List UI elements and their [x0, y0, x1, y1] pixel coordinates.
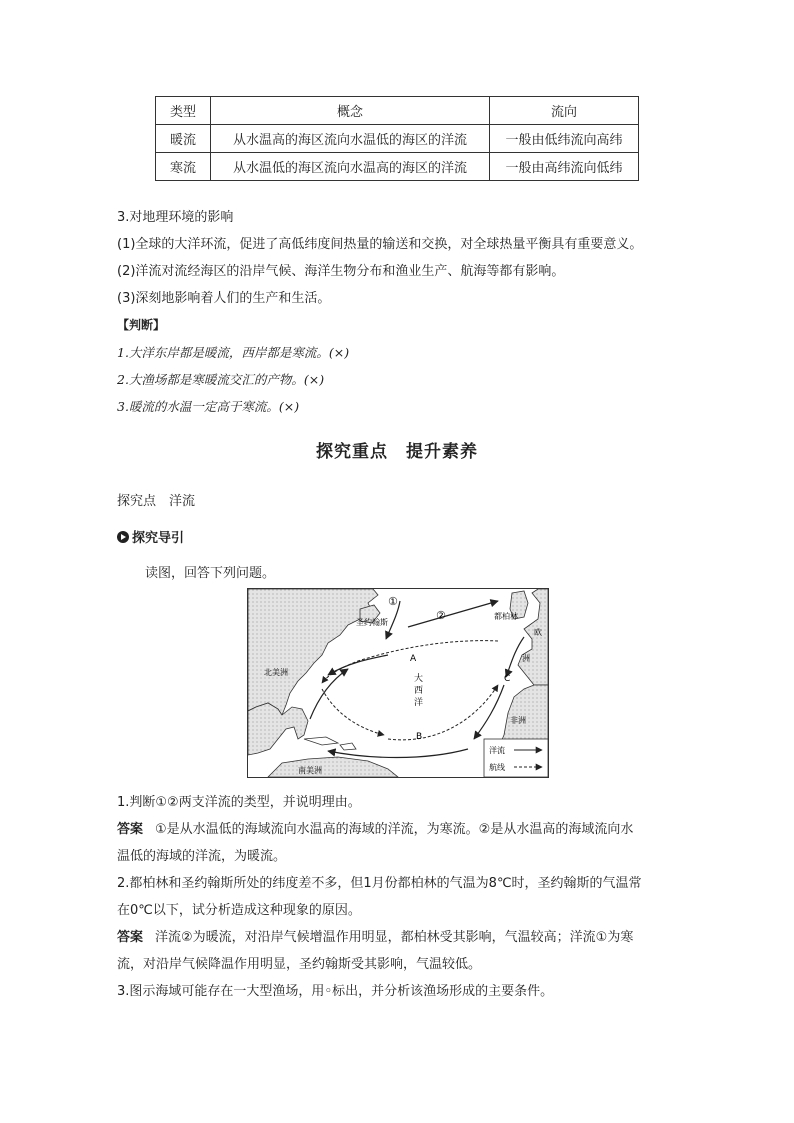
answer-2-line-2: 流，对沿岸气候降温作用明显，圣约翰斯受其影响，气温较低。 — [117, 957, 482, 972]
question-2-line-1: 2.都柏林和圣约翰斯所处的纬度差不多，但1月份都柏林的气温为8℃时，圣约翰斯的气温常 — [117, 876, 642, 891]
map-legend — [484, 739, 548, 777]
current-type-table — [155, 96, 639, 181]
guide-heading — [117, 527, 184, 546]
label-current-2: ② — [436, 609, 446, 622]
legend-current-label: 洋流 — [489, 746, 505, 755]
answer-text: ①是从水温低的海域流向水温高的海域的洋流，为寒流。②是从水温高的海域流向水 — [155, 822, 634, 837]
question-1: 1.判断①②两支洋流的类型，并说明理由。 — [117, 795, 361, 810]
label-atlantic-3: 洋 — [414, 698, 424, 708]
current-north-atlantic — [328, 655, 388, 675]
answer-1-line-2: 温低的海域的洋流，为暖流。 — [117, 849, 287, 864]
table-header-row — [156, 97, 639, 125]
table-cell: 一般由高纬流向低纬 — [490, 153, 639, 181]
label-europe-2: 洲 — [522, 654, 530, 663]
answer-2-line-1 — [117, 926, 633, 945]
influence-item: (2)洋流对流经海区的沿岸气候、海洋生物分布和渔业生产、航海等都有影响。 — [117, 264, 565, 279]
guide-title: 探究导引 — [132, 531, 185, 546]
answer-text: 洋流②为暖流，对沿岸气候增温作用明显，都柏林受其影响，气温较高；洋流①为寒 — [155, 930, 634, 945]
play-circle-icon — [117, 531, 129, 543]
influence-item: (1)全球的大洋环流，促进了高低纬度间热量的输送和交换，对全球热量平衡具有重要意义。 — [117, 237, 643, 252]
label-current-1: ① — [388, 595, 398, 608]
question-3: 3.图示海域可能存在一大型渔场，用◦标出，并分析该渔场形成的主要条件。 — [117, 984, 554, 999]
table-header-cell: 概念 — [211, 97, 490, 125]
north-america-land — [248, 589, 378, 715]
table-header-cell: 流向 — [490, 97, 639, 125]
answer-label: 答案 — [117, 822, 144, 837]
table-cell: 从水温低的海区流向水温高的海区的洋流 — [211, 153, 490, 181]
label-africa: 非洲 — [510, 716, 526, 725]
south-america-land — [268, 757, 398, 777]
label-atlantic-1: 大 — [414, 674, 424, 684]
table-header-cell: 类型 — [156, 97, 211, 125]
label-dublin: 都柏林 — [494, 612, 518, 621]
legend-route-label: 航线 — [489, 763, 505, 772]
influence-item: (3)深刻地影响着人们的生产和生活。 — [117, 291, 331, 306]
current-canary — [474, 685, 504, 739]
florida-land — [248, 703, 308, 755]
hispaniola-island — [340, 743, 356, 750]
judge-item: 1.大洋东岸都是暖流，西岸都是寒流。(×) — [117, 345, 350, 360]
table-cell: 寒流 — [156, 153, 211, 181]
map-drawing — [248, 589, 548, 777]
label-atlantic-2: 西 — [414, 686, 424, 696]
route-west — [322, 689, 384, 735]
judge-item: 2.大渔场都是寒暖流交汇的产物。(×) — [117, 372, 325, 387]
label-point-b: B — [416, 732, 423, 742]
label-point-a: A — [410, 654, 417, 664]
explore-point: 探究点 洋流 — [117, 494, 196, 509]
current-2 — [408, 601, 498, 627]
table-cell: 暖流 — [156, 125, 211, 153]
label-st-johns: 圣约翰斯 — [356, 618, 388, 627]
table-cell: 一般由低纬流向高纬 — [490, 125, 639, 153]
question-2-line-2: 在0℃以下，试分析造成这种现象的原因。 — [117, 903, 361, 918]
route-b — [388, 685, 498, 740]
instruction: 读图，回答下列问题。 — [145, 566, 276, 581]
current-equatorial — [328, 749, 468, 758]
table-row — [156, 125, 639, 153]
judge-title: 【判断】 — [117, 318, 166, 332]
section-title: 探究重点 提升素养 — [316, 442, 478, 462]
table-row — [156, 153, 639, 181]
atlantic-currents-map — [247, 588, 549, 778]
label-point-c: C — [504, 674, 511, 684]
answer-1-line-1 — [117, 818, 633, 837]
label-south-america: 南美洲 — [298, 766, 322, 775]
judge-item: 3.暖流的水温一定高于寒流。(×) — [117, 399, 300, 414]
table-cell: 从水温高的海区流向水温低的海区的洋流 — [211, 125, 490, 153]
cuba-island — [304, 737, 338, 745]
answer-label: 答案 — [117, 930, 144, 945]
influence-title: 3.对地理环境的影响 — [117, 210, 234, 225]
label-europe: 欧 — [534, 628, 542, 637]
label-north-america: 北美洲 — [264, 668, 288, 677]
